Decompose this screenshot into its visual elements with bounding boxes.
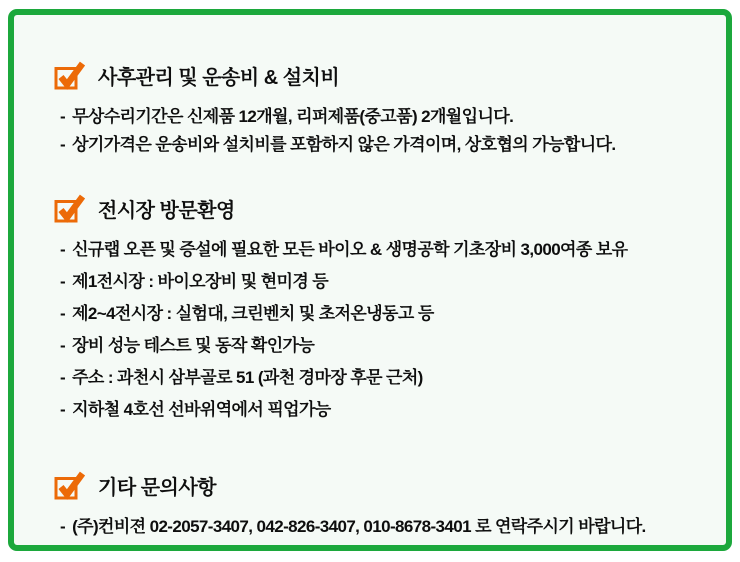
bullet-text: 지하철 4호선 선바위역에서 픽업가능: [72, 400, 331, 419]
checked-checkbox-icon: [54, 471, 85, 500]
bullet-item: [60, 400, 694, 420]
checked-checkbox-icon: [54, 61, 85, 90]
bullet-text: 신규랩 오픈 및 증설에 필요한 모든 바이오 & 생명공학 기초장비 3,000여종 보유: [72, 240, 628, 259]
notice-content: [28, 30, 712, 536]
section-contact-heading-row: [54, 471, 694, 500]
bullet-text: 무상수리기간은 신제품 12개월, 리퍼제품(중고품) 2개월입니다.: [72, 107, 514, 126]
bullet-text: (주)컨비젼 02-2057-3407, 042-826-3407, 010-8678-3401 로 연락주시기 바랍니다.: [72, 517, 646, 536]
bullet-text: 장비 성능 테스트 및 동작 확인가능: [72, 336, 315, 355]
bullet-item: [60, 240, 694, 260]
section-heading: 사후관리 및 운송비 & 설치비: [98, 67, 340, 89]
bullet-item: [60, 336, 694, 356]
bullet-dash: -: [60, 107, 66, 126]
bullet-dash: -: [60, 400, 66, 419]
bullet-text: 제1전시장 : 바이오장비 및 현미경 등: [72, 272, 329, 291]
bullet-dash: -: [60, 304, 66, 323]
bullet-dash: -: [60, 336, 66, 355]
section-aftercare: [54, 61, 694, 155]
bullet-text: 제2~4전시장 : 실험대, 크린벤치 및 초저온냉동고 등: [72, 304, 434, 323]
bullet-dash: -: [60, 135, 66, 154]
bullet-dash: -: [60, 240, 66, 259]
bullet-item: [60, 304, 694, 324]
bullet-text: 상기가격은 운송비와 설치비를 포함하지 않은 가격이며, 상호협의 가능합니다.: [72, 135, 616, 154]
bullet-dash: -: [60, 272, 66, 291]
bullet-item: [60, 368, 694, 388]
section-exhibit-heading-row: [54, 194, 694, 223]
bullet-dash: -: [60, 368, 66, 387]
checked-checkbox-icon: [54, 194, 85, 223]
bullet-item: [60, 517, 694, 537]
bullet-item: [60, 135, 694, 155]
section-exhibit: [54, 194, 694, 420]
green-border-panel: [8, 9, 732, 551]
section-heading: 전시장 방문환영: [98, 200, 235, 222]
section-aftercare-heading-row: [54, 61, 694, 90]
section-heading: 기타 문의사항: [98, 477, 216, 499]
bullet-item: [60, 107, 694, 127]
section-contact: [54, 471, 694, 537]
bullet-dash: -: [60, 517, 66, 536]
bullet-text: 주소 : 과천시 삼부골로 51 (과천 경마장 후문 근처): [72, 368, 423, 387]
bullet-item: [60, 272, 694, 292]
